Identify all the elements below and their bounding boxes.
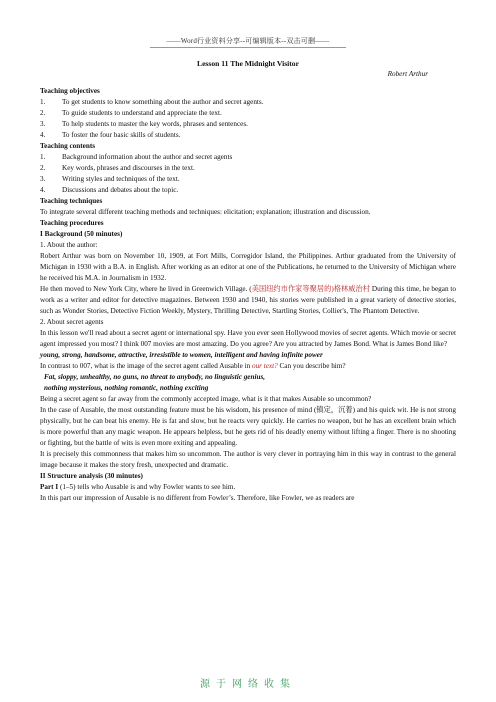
uncommon-paragraph: Being a secret agent so far away from the commonly accepted image, what is it that makes Ausable so uncommon? (40, 395, 372, 403)
contents-heading: Teaching contents (40, 142, 96, 150)
agents-paragraph: In this lesson we'll read about a secret agent or international spy. Have you ever seen Hollywood movies of secret agents. Which movie or secret agent impressed you most? I think 007 movies are most amazing. Do you agree? Are you attracted by James Bond. What is James Bond like? (40, 329, 456, 348)
techniques-text: To integrate several different teaching methods and techniques: elicitation; explanation; illustration and discussion. (40, 208, 371, 216)
contents-list (40, 152, 456, 196)
ausable-traits-line1: Fat, sloppy, unhealthy, no guns, no threat to anybody, no linguistic genius, (44, 373, 266, 381)
part1-label: Part I (1–5) tells who Ausable is and why Fowler wants to see him. (40, 483, 236, 491)
about-agents-label: 2. About secret agents (40, 318, 104, 326)
part1-paragraph: In this part our impression of Ausable is no different from Fowler’s. Therefore, like Fowler, we as readers are (40, 494, 355, 502)
list-item: 4. Discussions and debates about the topic. (40, 186, 179, 194)
author-paragraph: Robert Arthur was born on November 10, 1909, at Fort Mills, Corregidor Island, the Philippines. Arthur graduated from the University of Michigan in 1930 with a B.A. in English. After working as an editor at one of the Publications, he returned to the University of Michigan where he received his M.A. in Journalism in 1932. (40, 252, 456, 282)
page-header: ——Word行业资料分享--可编辑版本--双击可删—— (166, 37, 330, 45)
procedures-heading: Teaching procedures (40, 219, 104, 227)
structure-heading: II Structure analysis (30 minutes) (40, 472, 143, 480)
precisely-paragraph: It is precisely this commonness that makes him so uncommon. The author is very clever in portraying him in this way in contrast to the general image because it makes the story fresh, unexpected and dramatic. (40, 450, 456, 469)
list-item: 4. To foster the four basic skills of students. (40, 131, 181, 139)
list-item: 2. Key words, phrases and discourses in the text. (40, 164, 195, 172)
list-item: 2. To guide students to understand and appreciate the text. (40, 109, 222, 117)
background-heading: I Background (50 minutes) (40, 230, 123, 238)
header-divider (150, 47, 346, 48)
list-item: 3. Writing styles and techniques of the text. (40, 175, 180, 183)
case-paragraph: In the case of Ausable, the most outstanding feature must be his wisdom, his presence of mind (镇定，沉着) and his quick wit. He is not strong physically, but he can beat his enemy. He is fat and slow, but he reacts very quickly. He carries no weapon, but he has an excellent brain which is more powerful than any magic weapon. He appears helpless, but he gets rid of his deadly enemy without lifting a finger. There is no shooting or fighting, but the battle of wits is even more exiting and appealing. (40, 406, 456, 447)
techniques-heading: Teaching techniques (40, 197, 103, 205)
objectives-list (40, 97, 456, 141)
author-name: Robert Arthur (387, 70, 428, 78)
lesson-title: Lesson 11 The Midnight Visitor (197, 59, 299, 68)
list-item: 1. To get students to know something about the author and secret agents. (40, 98, 264, 106)
village-paragraph: He then moved to New York City, where he lived in Greenwich Village. (美国纽约市作家等聚居的)格林威治村 During this time, he began to work as a writer and editor for detective magazines. Between 1930 and 1940, his stories were published in a great variety of detective stories, such as Wonder Stories, Detective Fiction Weekly, Mystery, Thrilling Detective, Startling Stories, Collier's, The Phantom Detective. (40, 285, 456, 315)
bond-traits: young, strong, handsome, attractive, irresistible to women, intelligent and having infinite power (40, 351, 323, 359)
page-footer: 源于网络收集 (200, 679, 296, 690)
list-item: 3. To help students to master the key words, phrases and sentences. (40, 120, 248, 128)
objectives-heading: Teaching objectives (40, 87, 100, 95)
contrast-question: In contrast to 007, what is the image of the secret agent called Ausable in our text? Can you describe him? (40, 362, 346, 370)
document-body (40, 58, 456, 504)
about-author-label: 1. About the author: (40, 241, 98, 249)
list-item: 1. Background information about the author and secret agents (40, 153, 233, 161)
ausable-traits-line2: nothing mysterious, nothing romantic, nothing exciting (44, 384, 209, 392)
